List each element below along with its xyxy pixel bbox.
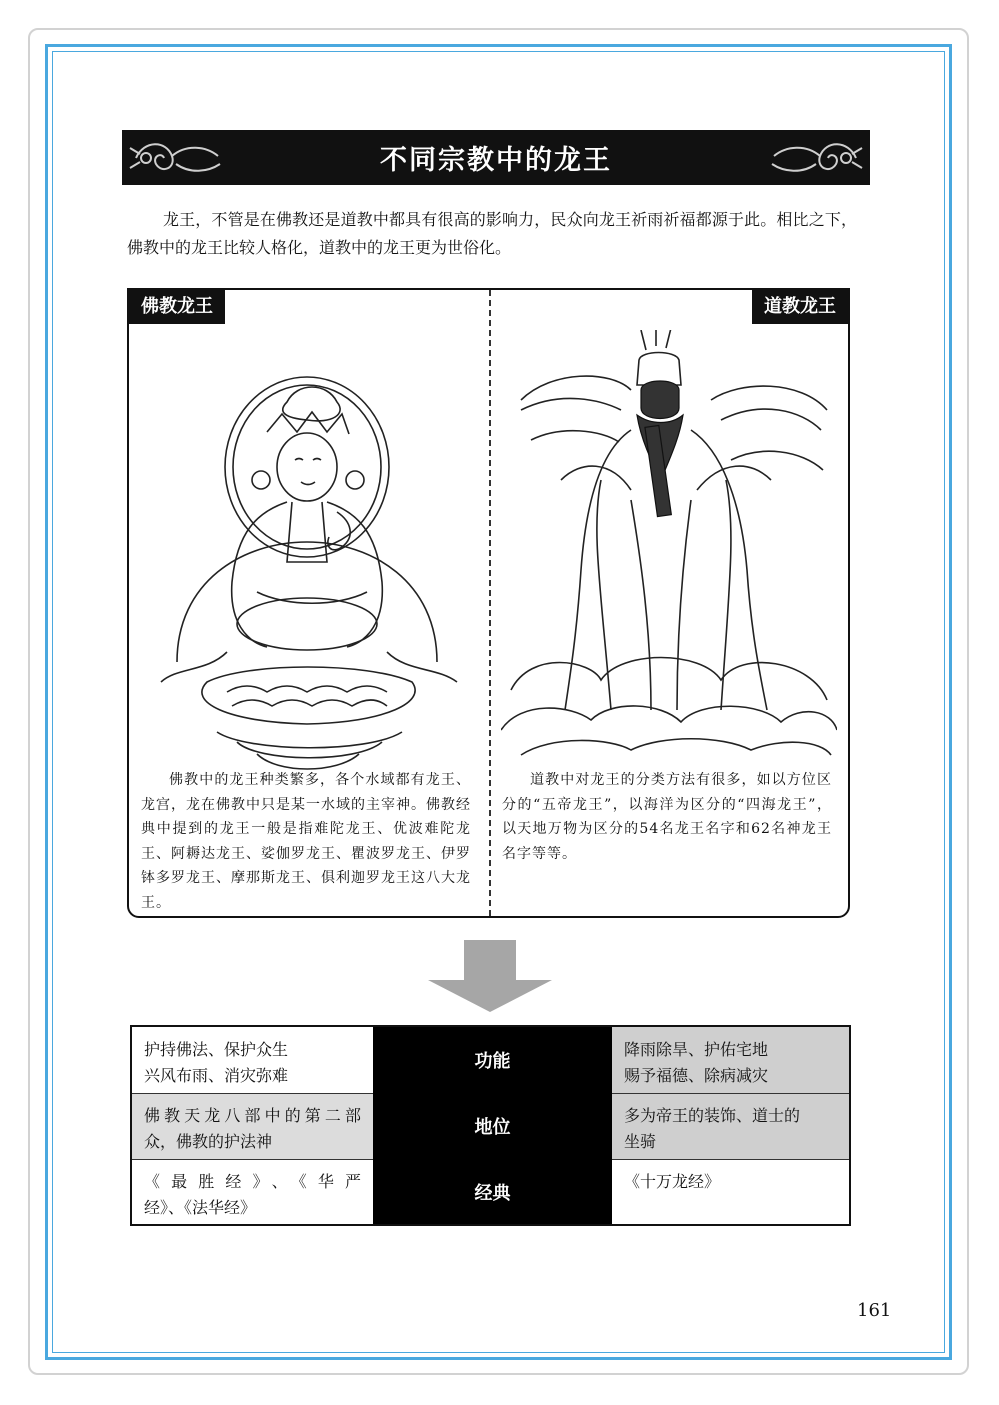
comparison-panel: [127, 288, 850, 918]
table-cell-line: 多为帝王的装饰、道士的: [624, 1106, 801, 1125]
row-separator: [132, 1093, 373, 1094]
page-number: 161: [857, 1300, 892, 1321]
taoist-status-cell: [612, 1093, 849, 1159]
taoist-function-cell: [612, 1027, 849, 1093]
table-cell-line: 兴风布雨、消灾弥难: [144, 1066, 289, 1085]
category-label-status: 地位: [474, 1117, 511, 1138]
intro-paragraph: 龙王，不管是在佛教还是道教中都具有很高的影响力，民众向龙王祈雨祈福都源于此。相比之下，佛教中的龙王比较人格化，道教中的龙王更为世俗化。: [127, 210, 857, 257]
category-label-function: 功能: [474, 1051, 511, 1072]
buddhist-tag: 佛教龙王: [129, 290, 225, 324]
title-banner: [122, 130, 870, 185]
taoist-dragon-king-illustration: [501, 330, 837, 760]
category-column: [373, 1027, 612, 1224]
table-cell-line: 赐予福德、除病减灾: [624, 1066, 769, 1085]
dragon-ornament-left-icon: [126, 134, 226, 181]
table-cell-line: 《十万龙经》: [624, 1172, 721, 1191]
row-separator: [612, 1159, 849, 1160]
table-cell-line: 众，佛教的护法神: [144, 1132, 273, 1151]
taoist-description: 道教中对龙王的分类方法有很多，如以方位区分的“五帝龙王”，以海洋为区分的“四海龙王”，以天地万物为区分的54名龙王名字和62名神龙王名字等等。: [502, 772, 832, 862]
down-arrow-icon: [428, 940, 552, 1012]
table-cell-line: 佛教天龙八部中的第二部: [144, 1106, 361, 1125]
row-separator: [132, 1159, 373, 1160]
dragon-ornament-right-icon: [766, 134, 866, 181]
buddhist-scripture-cell: [132, 1159, 373, 1224]
table-cell-line: 《最胜经》、《华严: [144, 1172, 361, 1191]
taoist-tag: 道教龙王: [752, 290, 848, 324]
category-label-scripture: 经典: [474, 1183, 511, 1204]
buddhist-description: 佛教中的龙王种类繁多，各个水域都有龙王、龙宫，龙在佛教中只是某一水域的主宰神。佛教经典中提到的龙王一般是指难陀龙王、优波难陀龙王、阿耨达龙王、娑伽罗龙王、瞿波罗龙王、伊罗钵多罗龙王、摩那斯龙王、俱利迦罗龙王这八大龙王。: [141, 772, 471, 911]
panel-divider: [489, 290, 491, 916]
table-cell-line: 护持佛法、保护众生: [144, 1040, 289, 1059]
buddhist-status-cell: [132, 1093, 373, 1159]
taoist-scripture-cell: [612, 1159, 849, 1224]
table-cell-line: 降雨除旱、护佑宅地: [624, 1040, 769, 1059]
row-separator: [612, 1093, 849, 1094]
buddhist-dragon-king-illustration: [137, 362, 481, 782]
table-cell-line: 经》、《法华经》: [144, 1198, 257, 1217]
table-cell-line: 坐骑: [624, 1132, 657, 1151]
page-title: 不同宗教中的龙王: [380, 145, 612, 176]
buddhist-function-cell: [132, 1027, 373, 1093]
comparison-table: [130, 1025, 851, 1226]
